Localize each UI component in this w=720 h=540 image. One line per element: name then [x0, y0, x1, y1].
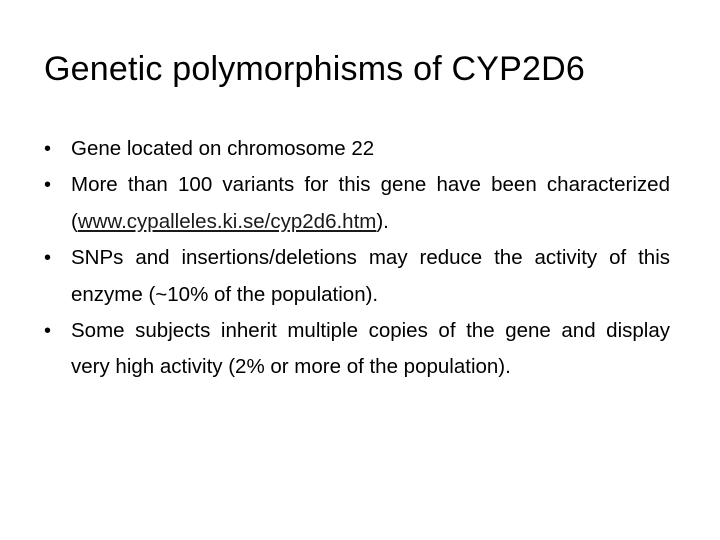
bullet-text: Some subjects inherit multiple copies of the gene and display very high activity (2% or more of the population).: [71, 319, 670, 379]
bullet-text-before-link: More than 100 variants for this gene have been characterized (: [71, 173, 670, 233]
slide-title: Genetic polymorphisms of CYP2D6: [44, 50, 585, 88]
bullet-icon: •: [44, 320, 52, 343]
bullet-text-after-link: ).: [376, 209, 389, 233]
cypalleles-link[interactable]: www.cypalleles.ki.se/cyp2d6.htm: [77, 209, 377, 233]
bullet-text: Gene located on chromosome 22: [71, 137, 375, 160]
bullet-item-multiple-copies: [44, 313, 670, 386]
bullet-list: [44, 131, 670, 386]
bullet-item-chromosome: [44, 131, 670, 167]
bullet-icon: •: [44, 174, 52, 197]
bullet-item-variants: [44, 167, 670, 240]
bullet-icon: •: [44, 247, 52, 270]
bullet-icon: •: [44, 138, 52, 160]
bullet-item-snps: [44, 240, 670, 313]
bullet-text: SNPs and insertions/deletions may reduce the activity of this enzyme (~10% of the population).: [71, 246, 670, 306]
